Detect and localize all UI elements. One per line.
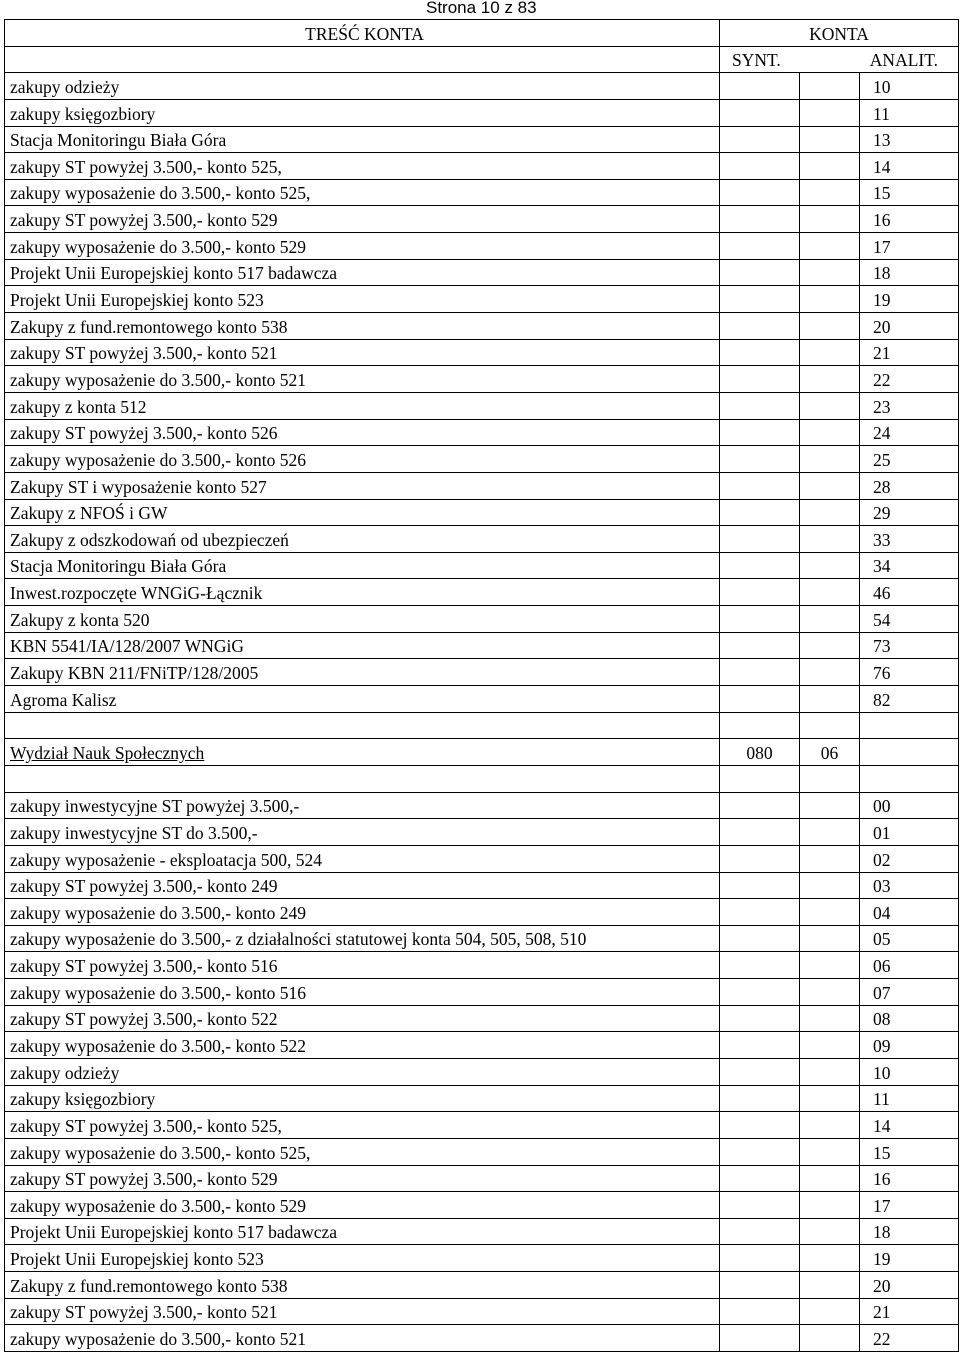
analit-cell: 14 [860,1112,959,1139]
account-name-cell: zakupy wyposażenie do 3.500,- konto 529 [5,233,720,260]
extra-cell [800,979,860,1006]
department-row [5,739,959,766]
account-name-cell: zakupy wyposażenie do 3.500,- konto 521 [5,1325,720,1352]
extra-cell [800,419,860,446]
table-row [5,1085,959,1112]
analit-cell [860,765,959,792]
table-row [5,1138,959,1165]
synt-cell [720,1245,800,1272]
extra-cell [800,286,860,313]
analit-cell: 28 [860,472,959,499]
extra-cell [800,952,860,979]
table-row [5,526,959,553]
analit-cell: 19 [860,1245,959,1272]
header-row-sub [5,46,959,73]
synt-cell [720,925,800,952]
extra-cell [800,339,860,366]
extra-cell [800,1085,860,1112]
extra-cell [800,792,860,819]
account-name-cell: Zakupy z konta 520 [5,606,720,633]
account-name-cell: Zakupy KBN 211/FNiTP/128/2005 [5,659,720,686]
analit-cell: 25 [860,446,959,473]
account-name-cell: Stacja Monitoringu Biała Góra [5,126,720,153]
table-row [5,446,959,473]
analit-cell: 00 [860,792,959,819]
extra-cell [800,526,860,553]
header-konta: KONTA [720,20,959,47]
table-row [5,1192,959,1219]
analit-cell: 20 [860,313,959,340]
header-row-top [5,20,959,47]
account-name-cell: zakupy ST powyżej 3.500,- konto 516 [5,952,720,979]
synt-cell [720,979,800,1006]
account-name-cell: zakupy ST powyżej 3.500,- konto 522 [5,1005,720,1032]
account-name-cell: zakupy wyposażenie do 3.500,- konto 529 [5,1192,720,1219]
table-row [5,1298,959,1325]
synt-cell [720,1165,800,1192]
account-name-cell: zakupy inwestycyjne ST powyżej 3.500,- [5,792,720,819]
extra-cell [800,712,860,739]
analit-cell: 09 [860,1032,959,1059]
account-name-cell: zakupy ST powyżej 3.500,- konto 249 [5,872,720,899]
table-row [5,952,959,979]
table-row [5,1032,959,1059]
analit-cell: 11 [860,1085,959,1112]
synt-cell [720,99,800,126]
account-name-cell: Inwest.rozpoczęte WNGiG-Łącznik [5,579,720,606]
analit-cell: 23 [860,392,959,419]
extra-cell [800,579,860,606]
synt-cell [720,1032,800,1059]
table-row [5,606,959,633]
table-row [5,579,959,606]
account-name-cell: zakupy wyposażenie do 3.500,- konto 522 [5,1032,720,1059]
account-name-cell: KBN 5541/IA/128/2007 WNGiG [5,632,720,659]
account-name-cell: zakupy z konta 512 [5,392,720,419]
table-row [5,925,959,952]
account-name-cell: Projekt Unii Europejskiej konto 523 [5,1245,720,1272]
synt-cell: 080 [720,739,800,766]
analit-cell: 01 [860,819,959,846]
synt-cell [720,472,800,499]
analit-cell: 07 [860,979,959,1006]
analit-cell: 76 [860,659,959,686]
synt-cell [720,1218,800,1245]
extra-cell [800,1112,860,1139]
account-name-cell: zakupy ST powyżej 3.500,- konto 521 [5,339,720,366]
page-number: Strona 10 z 83 [426,0,537,17]
extra-cell [800,1245,860,1272]
extra-cell [800,153,860,180]
table-row [5,153,959,180]
analit-cell: 21 [860,339,959,366]
table-row [5,472,959,499]
account-name-cell: zakupy ST powyżej 3.500,- konto 526 [5,419,720,446]
account-name-cell: Zakupy z NFOŚ i GW [5,499,720,526]
extra-cell [800,1192,860,1219]
synt-cell [720,659,800,686]
extra-cell [800,313,860,340]
account-name-cell: zakupy księgozbiory [5,1085,720,1112]
table-row [5,899,959,926]
extra-cell [800,819,860,846]
analit-cell: 34 [860,552,959,579]
account-ledger-table [4,19,959,1352]
synt-cell [720,872,800,899]
blank-row [5,765,959,792]
table-row [5,73,959,100]
synt-cell [720,632,800,659]
synt-cell [720,1112,800,1139]
extra-cell [800,472,860,499]
synt-cell [720,233,800,260]
analit-cell: 46 [860,579,959,606]
extra-cell [800,499,860,526]
extra-cell [800,686,860,713]
analit-cell: 33 [860,526,959,553]
account-name-cell: zakupy wyposażenie - eksploatacja 500, 524 [5,845,720,872]
header-sub-columns [720,46,959,73]
analit-cell: 18 [860,1218,959,1245]
extra-cell [800,632,860,659]
account-name-cell: Projekt Unii Europejskiej konto 523 [5,286,720,313]
synt-cell [720,686,800,713]
analit-cell: 14 [860,153,959,180]
account-name-cell: Zakupy z fund.remontowego konto 538 [5,1272,720,1299]
account-name-cell: zakupy wyposażenie do 3.500,- konto 521 [5,366,720,393]
analit-cell: 82 [860,686,959,713]
table-row [5,99,959,126]
synt-cell [720,579,800,606]
analit-cell: 15 [860,179,959,206]
table-row [5,313,959,340]
table-row [5,366,959,393]
synt-cell [720,712,800,739]
account-name-cell [5,739,720,766]
extra-cell [800,925,860,952]
extra-cell [800,845,860,872]
analit-cell: 15 [860,1138,959,1165]
extra-cell [800,1005,860,1032]
table-row [5,179,959,206]
synt-cell [720,552,800,579]
table-row [5,819,959,846]
table-row [5,686,959,713]
extra-cell [800,1165,860,1192]
table-row [5,1058,959,1085]
analit-cell: 19 [860,286,959,313]
account-name-cell: Projekt Unii Europejskiej konto 517 badawcza [5,259,720,286]
extra-cell [800,872,860,899]
synt-cell [720,392,800,419]
table-row [5,659,959,686]
analit-cell: 16 [860,206,959,233]
synt-cell [720,952,800,979]
header-title-continuation [5,46,720,73]
table-row [5,979,959,1006]
analit-cell: 29 [860,499,959,526]
synt-cell [720,1325,800,1352]
account-name-cell: Stacja Monitoringu Biała Góra [5,552,720,579]
table-row [5,845,959,872]
account-name-cell: Zakupy z fund.remontowego konto 538 [5,313,720,340]
analit-cell: 22 [860,366,959,393]
account-name-cell: zakupy odzieży [5,73,720,100]
synt-cell [720,1138,800,1165]
table-row [5,499,959,526]
account-name-cell: zakupy wyposażenie do 3.500,- konto 526 [5,446,720,473]
analit-cell: 18 [860,259,959,286]
analit-cell: 22 [860,1325,959,1352]
analit-cell [860,712,959,739]
synt-cell [720,366,800,393]
extra-cell [800,1272,860,1299]
account-name-cell: Projekt Unii Europejskiej konto 517 badawcza [5,1218,720,1245]
table-row [5,1165,959,1192]
extra-cell [800,126,860,153]
analit-cell: 24 [860,419,959,446]
extra-cell [800,1058,860,1085]
table-row [5,552,959,579]
table-row [5,392,959,419]
extra-cell [800,1298,860,1325]
extra-cell [800,73,860,100]
synt-cell [720,1058,800,1085]
analit-cell: 17 [860,1192,959,1219]
extra-cell [800,179,860,206]
synt-cell [720,899,800,926]
extra-cell [800,765,860,792]
account-name-cell: Zakupy z odszkodowań od ubezpieczeń [5,526,720,553]
table-row [5,419,959,446]
account-name-cell: zakupy wyposażenie do 3.500,- z działalności statutowej konta 504, 505, 508, 510 [5,925,720,952]
synt-cell [720,526,800,553]
table-row [5,632,959,659]
synt-cell [720,1085,800,1112]
extra-cell [800,899,860,926]
synt-cell [720,126,800,153]
table-row [5,1218,959,1245]
account-name-cell: zakupy wyposażenie do 3.500,- konto 525, [5,1138,720,1165]
account-name-cell: Agroma Kalisz [5,686,720,713]
analit-cell: 16 [860,1165,959,1192]
table-row [5,126,959,153]
analit-cell: 06 [860,952,959,979]
synt-cell [720,179,800,206]
table-row [5,872,959,899]
table-row [5,339,959,366]
synt-cell [720,792,800,819]
analit-cell: 20 [860,1272,959,1299]
synt-cell [720,499,800,526]
extra-cell [800,233,860,260]
account-name-cell: zakupy ST powyżej 3.500,- konto 521 [5,1298,720,1325]
header-title: TREŚĆ KONTA [5,20,720,47]
synt-cell [720,1298,800,1325]
table-row [5,1245,959,1272]
account-name-cell: zakupy odzieży [5,1058,720,1085]
table-row [5,1005,959,1032]
extra-cell [800,552,860,579]
account-name-cell: zakupy ST powyżej 3.500,- konto 529 [5,1165,720,1192]
extra-cell [800,1325,860,1352]
synt-cell [720,259,800,286]
department-analit-cell: 06 [800,739,860,766]
account-name-cell [5,765,720,792]
analit-cell: 04 [860,899,959,926]
synt-cell [720,845,800,872]
synt-cell [720,206,800,233]
analit-cell: 73 [860,632,959,659]
analit-cell: 11 [860,99,959,126]
account-name-cell: zakupy ST powyżej 3.500,- konto 529 [5,206,720,233]
table-row [5,233,959,260]
synt-cell [720,765,800,792]
account-name-cell: zakupy ST powyżej 3.500,- konto 525, [5,153,720,180]
header-analit: ANALIT. [869,50,938,71]
table-row [5,1272,959,1299]
synt-cell [720,153,800,180]
account-name-cell: zakupy ST powyżej 3.500,- konto 525, [5,1112,720,1139]
extra-cell [800,446,860,473]
account-name-cell: zakupy wyposażenie do 3.500,- konto 525, [5,179,720,206]
extra-cell [800,99,860,126]
table-row [5,206,959,233]
synt-cell [720,606,800,633]
analit-cell: 17 [860,233,959,260]
table-row [5,792,959,819]
extra-cell [800,259,860,286]
table-row [5,286,959,313]
table-row [5,1112,959,1139]
synt-cell [720,339,800,366]
extra-cell [800,392,860,419]
account-name-cell: zakupy wyposażenie do 3.500,- konto 516 [5,979,720,1006]
header-synt: SYNT. [732,50,781,71]
account-name-cell: Zakupy ST i wyposażenie konto 527 [5,472,720,499]
analit-cell: 05 [860,925,959,952]
table-row [5,259,959,286]
extra-cell [800,1032,860,1059]
synt-cell [720,1272,800,1299]
analit-cell: 10 [860,1058,959,1085]
analit-cell: 54 [860,606,959,633]
account-name-cell: zakupy wyposażenie do 3.500,- konto 249 [5,899,720,926]
extra-cell [800,1218,860,1245]
synt-cell [720,1192,800,1219]
account-name-cell [5,712,720,739]
analit-cell: 21 [860,1298,959,1325]
account-name-cell: zakupy inwestycyjne ST do 3.500,- [5,819,720,846]
synt-cell [720,73,800,100]
analit-cell: 02 [860,845,959,872]
analit-cell: 08 [860,1005,959,1032]
synt-cell [720,286,800,313]
synt-cell [720,1005,800,1032]
extra-cell [800,206,860,233]
analit-cell: 10 [860,73,959,100]
synt-cell [720,446,800,473]
department-name: Wydział Nauk Społecznych [10,742,205,763]
synt-cell [720,313,800,340]
synt-cell [720,419,800,446]
blank-row [5,712,959,739]
extra-cell [800,366,860,393]
synt-cell [720,819,800,846]
analit-cell: 13 [860,126,959,153]
analit-cell [860,739,959,766]
extra-cell [800,659,860,686]
extra-cell [800,606,860,633]
table-row [5,1325,959,1352]
account-name-cell: zakupy księgozbiory [5,99,720,126]
extra-cell [800,1138,860,1165]
analit-cell: 03 [860,872,959,899]
